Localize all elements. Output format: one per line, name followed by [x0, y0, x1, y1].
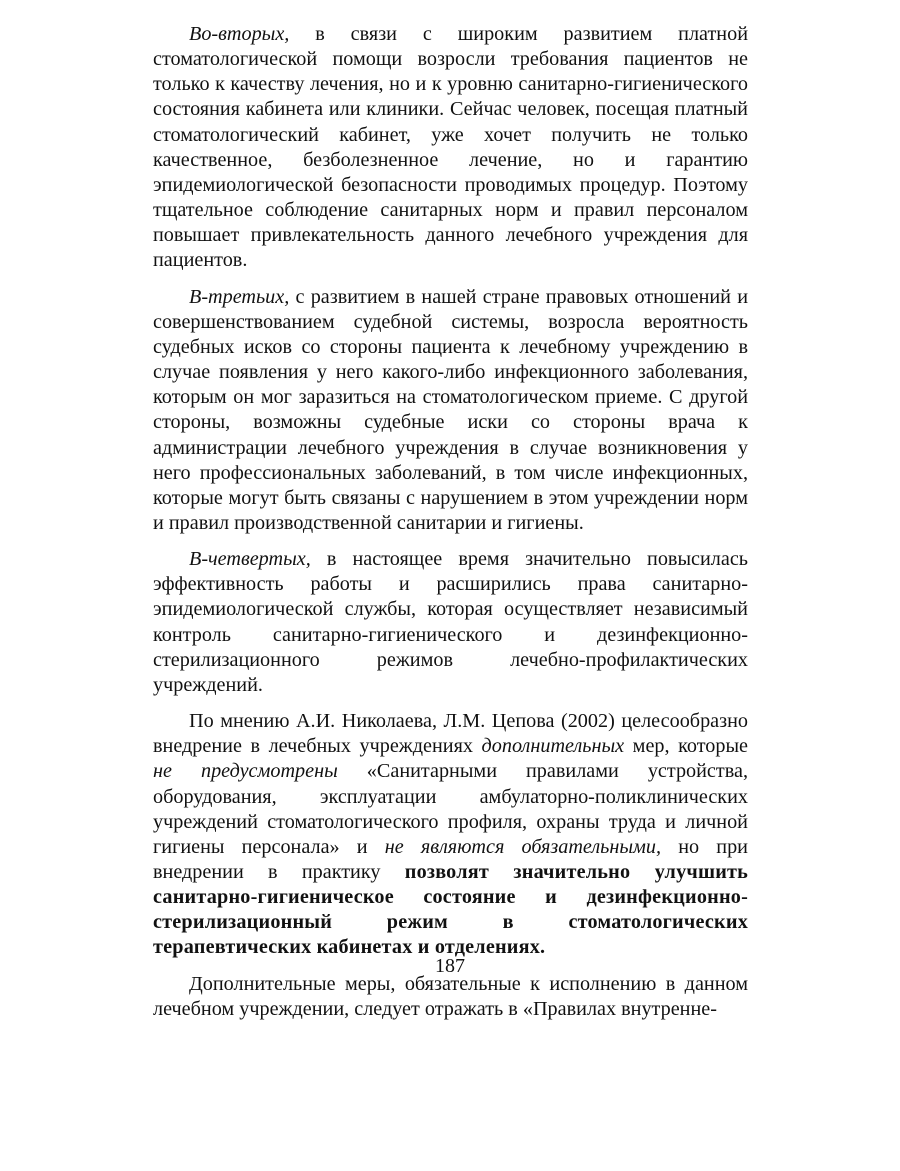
paragraph-text: Дополнительные меры, обязательные к исполнению в данном лечебном учреждении, следует отражать в «Правилах внутренне-	[153, 972, 748, 1020]
paragraph-text: в связи с широким развитием платной стоматологической помощи возросли требования пациентов не только к качеству лечения, но и к уровню санитарно-гигиенического состояния кабинета или клиники. Сейчас человек, посещая платный стоматологический кабинет, уже хочет получить не только качественное, безболезненное лечение, но и гарантию эпидемиологической безопасности проводимых процедур. Поэтому тщательное соблюдение санитарных норм и правил персоналом повышает привлекательность данного лечебного учреждения для пациентов.	[153, 23, 748, 272]
emphasis-text: дополнительных	[481, 735, 625, 758]
bold-statement: позволят значительно улучшить санитарно-гигиеническое состояние и дезинфекционно-стерилизационный режим в стоматологических терапевтических кабинетах и отделениях.	[153, 861, 749, 959]
paragraph-text: с развитием в нашей стране правовых отношений и совершенствованием судебной системы, возросла вероятность судебных исков со стороны пациента к лечебному учреждению в случае появления у него какого-либо инфекционного заболевания, которым он мог заразиться на стоматологическом приеме. С другой стороны, возможны судебные иски со стороны врача к администрации лечебного учреждения в случае возникновения у него профессиональных заболеваний, в том числе инфекционных, которые могут быть связаны с нарушением в этом учреждении норм и правил производственной санитарии и гигиены.	[153, 285, 748, 534]
paragraph-text: мер, которые	[624, 735, 748, 758]
emphasis-text: не предусмотрены	[153, 760, 338, 783]
paragraph-lead: В-третьих,	[189, 285, 290, 308]
paragraph-opinion	[153, 709, 748, 961]
paragraph-lead: В-четвертых,	[189, 548, 311, 571]
page-body	[153, 22, 748, 1022]
paragraph-additional-measures	[153, 972, 748, 1022]
emphasis-text: не являются обязательными,	[384, 835, 662, 858]
paragraph-text: «Санитарными правилами устройства, оборудования, эксплуатации амбулаторно-поликлинических учреждений стоматологического профиля, охраны труда и личной гигиены персонала» и	[153, 760, 748, 858]
paragraph-lead: Во-вторых,	[189, 23, 290, 45]
page-number: 187	[435, 955, 465, 977]
paragraph-text: но при внедрении в практику	[153, 835, 748, 883]
paragraph-secondly	[153, 22, 748, 274]
paragraph-fourthly	[153, 547, 748, 698]
paragraph-text: По мнению А.И. Николаева, Л.М. Цепова (2002) целесообразно внедрение в лечебных учреждениях	[153, 710, 748, 758]
paragraph-thirdly	[153, 285, 748, 537]
paragraph-text: в настоящее время значительно повысилась эффективность работы и расширились права санитарно-эпидемиологической службы, которая осуществляет независимый контроль санитарно-гигиенического и дезинфекционно-стерилизационного режимов лечебно-профилактических учреждений.	[153, 548, 748, 696]
